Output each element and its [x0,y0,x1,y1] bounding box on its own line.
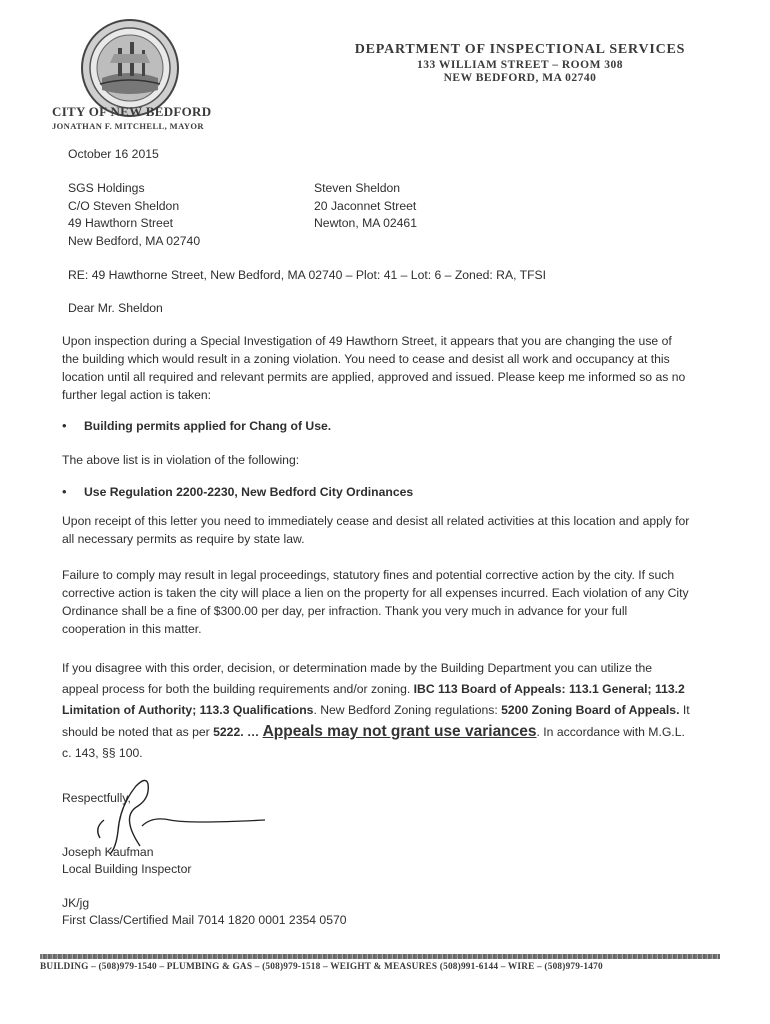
recipient-left-line: SGS Holdings [68,181,145,195]
recipient-right-line: 20 Jaconnet Street [314,198,417,213]
department-name: DEPARTMENT OF INSPECTIONAL SERVICES [354,42,686,57]
bullet-item-1 [62,418,331,433]
recipient-right-line: Newton, MA 02461 [314,216,417,230]
para4-text: . New Bedford Zoning regulations: [313,703,502,717]
department-address-line2: NEW BEDFORD, MA 02740 [443,72,597,84]
bullet-icon: • [62,484,67,499]
recipient-left-line: C/O Steven Sheldon [68,198,180,213]
recipient-left-line: 49 Hawthorn Street [68,216,174,230]
para4-text: If you disagree with this order, decision, or determination made by the Building Department you can utilize the appeal process for both the building requirements and/or zoning. [62,661,653,696]
bullet-icon: • [62,418,67,433]
re-line: RE: 49 Hawthorne Street, New Bedford, MA 02740 – Plot: 41 – Lot: 6 – Zoned: RA, TFSI [68,268,547,282]
bullet-item-2 [62,484,413,499]
recipient-address-right [314,180,417,233]
signer-name: Joseph Kaufman [62,845,154,859]
department-address-line1: 133 WILLIAM STREET – ROOM 308 [416,59,624,71]
para4-text: It should be noted that as per [62,703,690,739]
recipient-address-left [68,180,200,250]
recipient-right-line: Steven Sheldon [314,181,401,195]
para4-bold: 5200 Zoning Board of Appeals. [501,703,680,717]
para4-bold: IBC 113 Board of Appeals: 113.1 General; 113.2 Limitation of Authority; 113.3 Qualifications [62,682,685,717]
para4-emphasis: Appeals may not grant use variances [262,723,537,740]
paragraph-3: Failure to comply may result in legal proceedings, statutory fines and potential corrective action by the city. If such corrective action is taken the city will place a lien on the property for all expenses incurred. Each violation of any City Ordinance shall be a fine of $300.00 per day, per infraction. Thank you very much in advance for your full cooperation in this matter. [62,568,689,636]
initials: JK/jg [62,896,90,910]
paragraph-4 [62,658,692,764]
para4-bold: 5222. … [213,725,260,739]
footer-contacts: BUILDING – (508)979-1540 – PLUMBING & GAS – (508)979-1518 – WEIGHT & MEASURES (508)991-6144 – WIRE – (508)979-1470 [40,962,603,972]
signer-title: Local Building Inspector [62,862,192,876]
recipient-left-line: New Bedford, MA 02740 [68,233,201,248]
department-header [320,42,720,84]
paragraph-1: Upon inspection during a Special Investigation of 49 Hawthorn Street, it appears that you are changing the use of the building which would result in a zoning violation. You need to cease and desist all work and occupancy at this location until all required and relevant permits are applied, approved and issued. Please keep me informed so as no further legal action is taken: [62,334,686,402]
city-seal-icon [80,18,180,118]
bullet-text: Use Regulation 2200-2230, New Bedford City Ordinances [84,485,414,499]
city-name: CITY OF NEW BEDFORD [52,104,212,119]
salutation: Dear Mr. Sheldon [68,301,163,315]
paragraph-2: Upon receipt of this letter you need to immediately cease and desist all related activities at this location and apply for all necessary permits as require by state law. [62,514,690,546]
mail-line: First Class/Certified Mail 7014 1820 0001 2354 0570 [62,913,347,927]
letter-date: October 16 2015 [68,147,159,161]
footer-divider [40,954,720,959]
list-intro: The above list is in violation of the following: [62,453,300,467]
mayor-name: JONATHAN F. MITCHELL, MAYOR [52,121,204,131]
bullet-text: Building permits applied for Chang of Use. [84,419,332,433]
para4-text: . In accordance with M.G.L. c. 143, §§ 100. [62,725,685,760]
closing: Respectfully, [62,791,131,805]
